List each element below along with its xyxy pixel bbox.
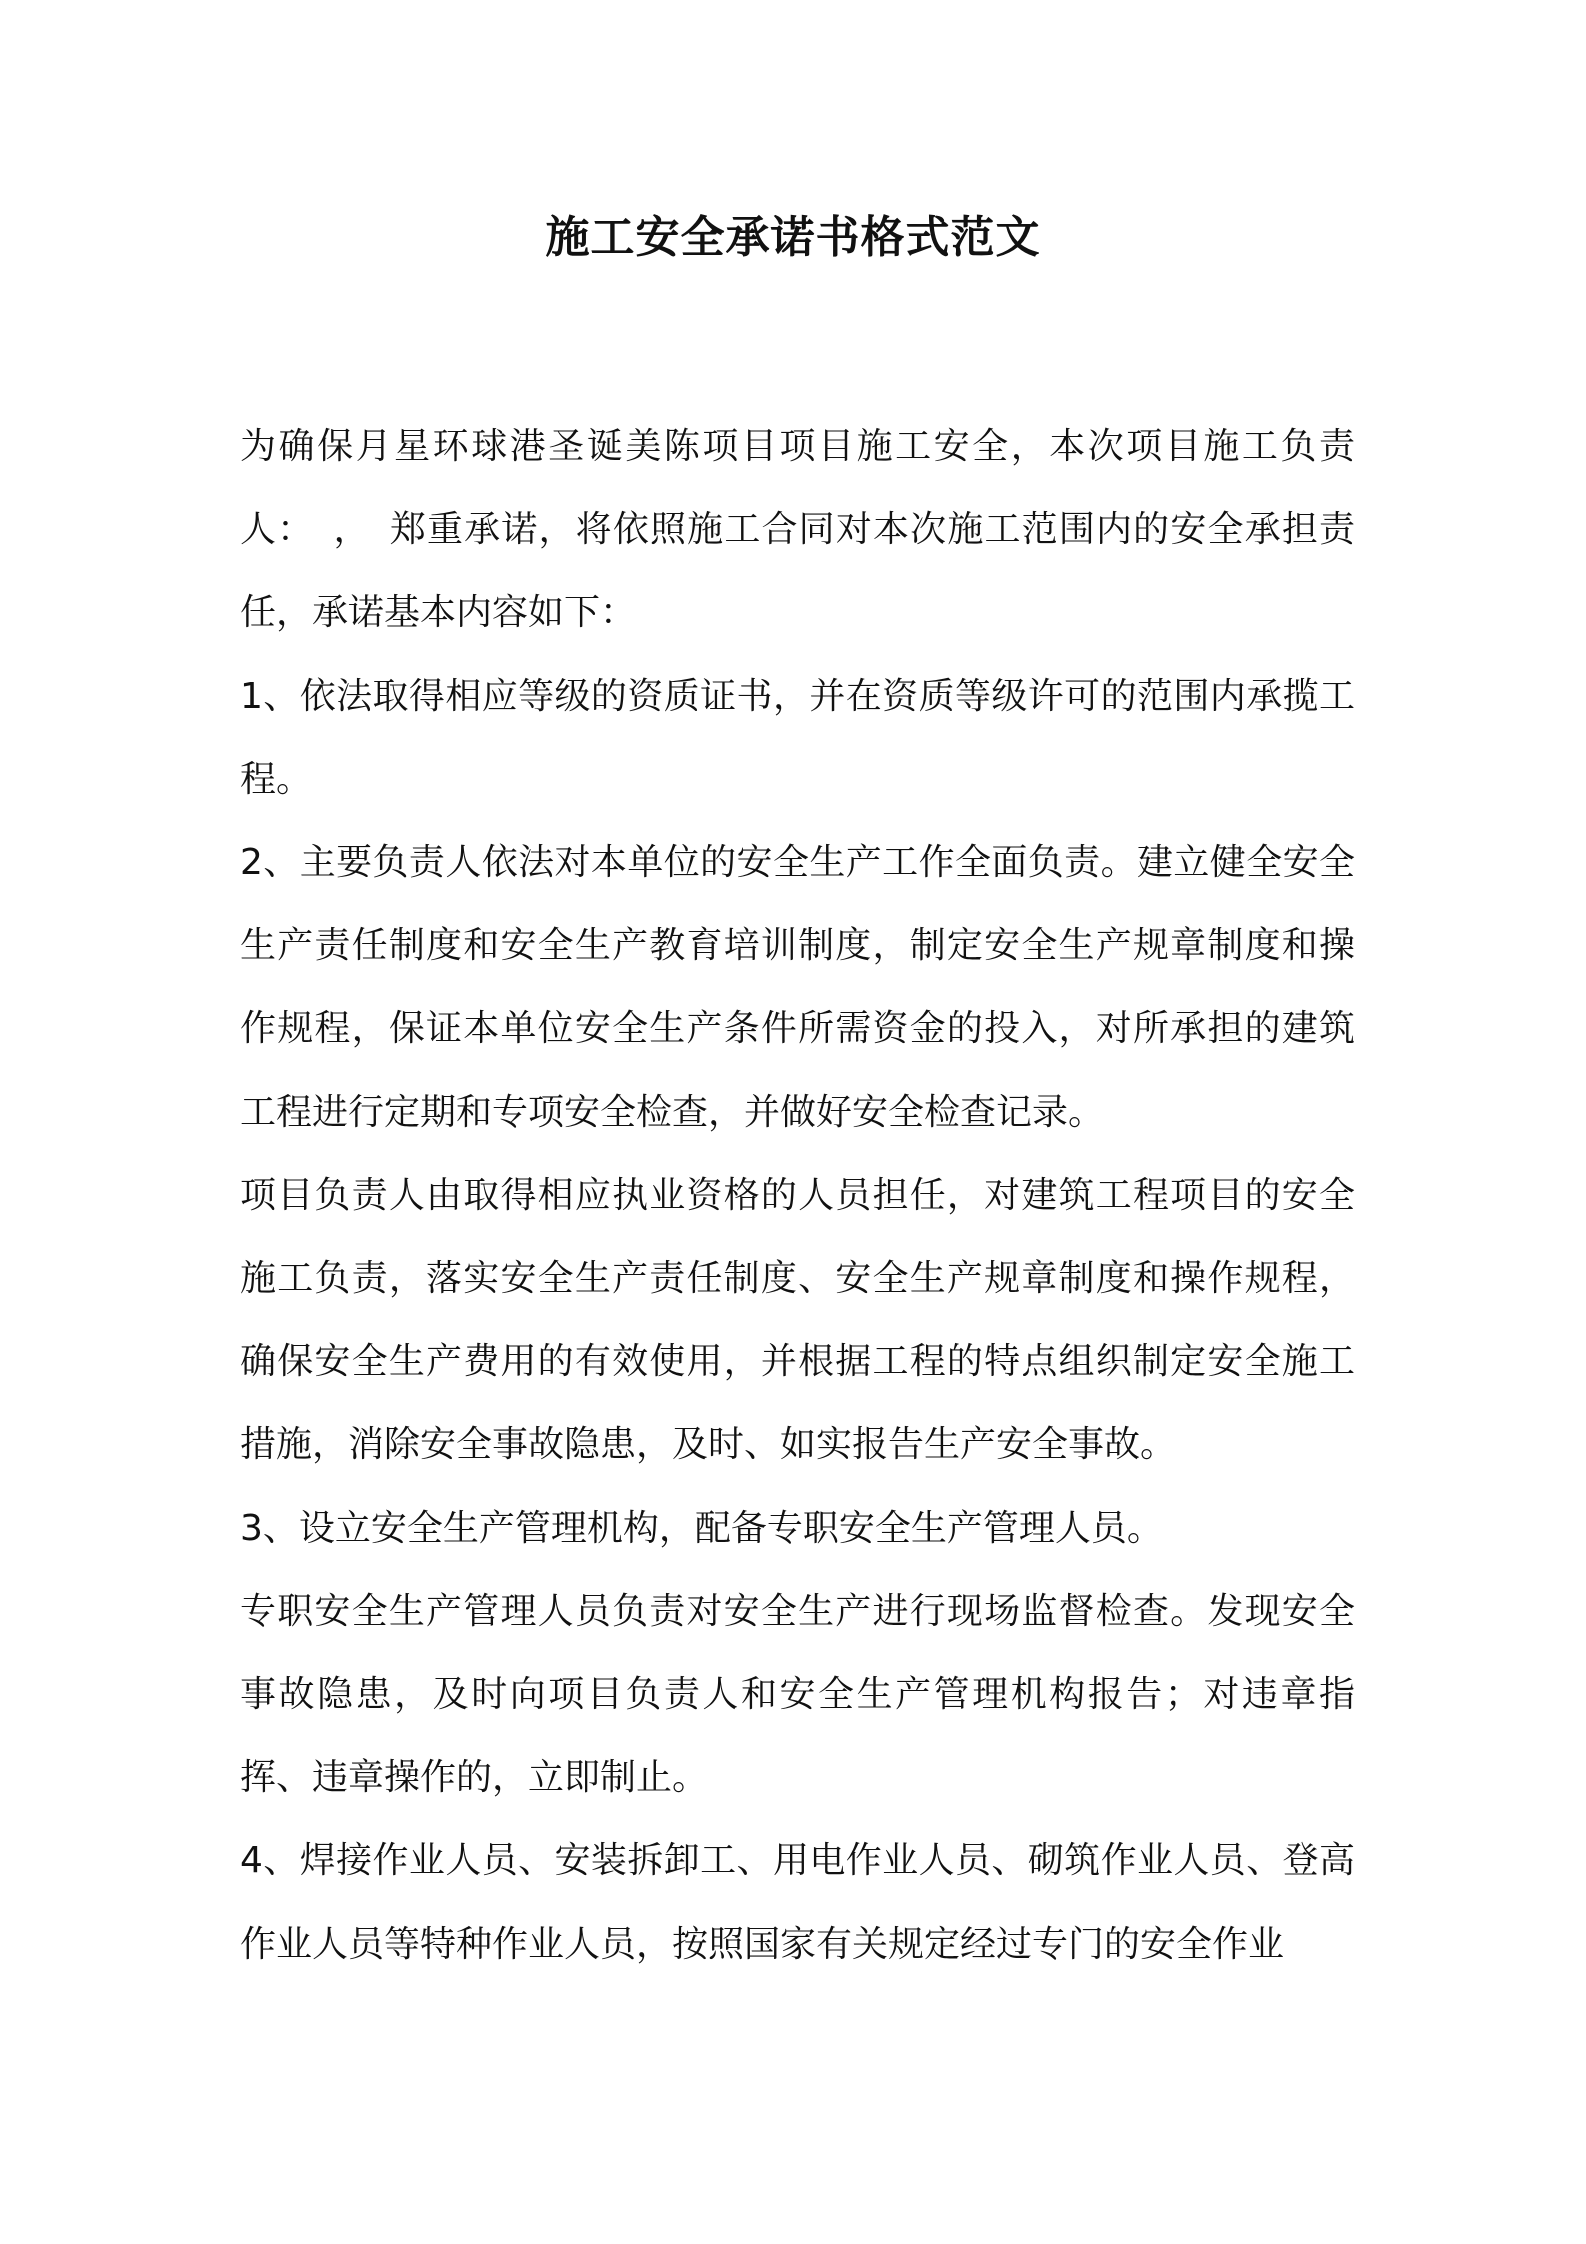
paragraph-intro: 为确保月星环球港圣诞美陈项目项目施工安全，本次项目施工负责人： ， 郑重承诺，将依照施工合同对本次施工范围内的安全承担责任，承诺基本内容如下： <box>240 426 1355 634</box>
paragraph-item-1: 1、依法取得相应等级的资质证书，并在资质等级许可的范围内承揽工程。 <box>240 675 1355 800</box>
document-body <box>240 405 1355 1986</box>
paragraph-project-leader: 项目负责人由取得相应执业资格的人员担任，对建筑工程项目的安全施工负责，落实安全生产责任制度、安全生产规章制度和操作规程，确保安全生产费用的有效使用，并根据工程的特点组织制定安全施工措施，消除安全事故隐患，及时、如实报告生产安全事故。 <box>240 1174 1355 1466</box>
paragraph-item-3: 3、设立安全生产管理机构，配备专职安全生产管理人员。 <box>240 1507 1163 1549</box>
document-title: 施工安全承诺书格式范文 <box>545 212 1041 263</box>
paragraph-item-4: 4、焊接作业人员、安装拆卸工、用电作业人员、砌筑作业人员、登高作业人员等特种作业人员，按照国家有关规定经过专门的安全作业 <box>240 1840 1355 1965</box>
paragraph-safety-staff: 专职安全生产管理人员负责对安全生产进行现场监督检查。发现安全事故隐患，及时向项目负责人和安全生产管理机构报告；对违章指挥、违章操作的，立即制止。 <box>240 1590 1355 1799</box>
paragraph-item-2: 2、主要负责人依法对本单位的安全生产工作全面负责。建立健全安全生产责任制度和安全生产教育培训制度，制定安全生产规章制度和操作规程，保证本单位安全生产条件所需资金的投入，对所承担的建筑工程进行定期和专项安全检查，并做好安全检查记录。 <box>240 842 1355 1133</box>
